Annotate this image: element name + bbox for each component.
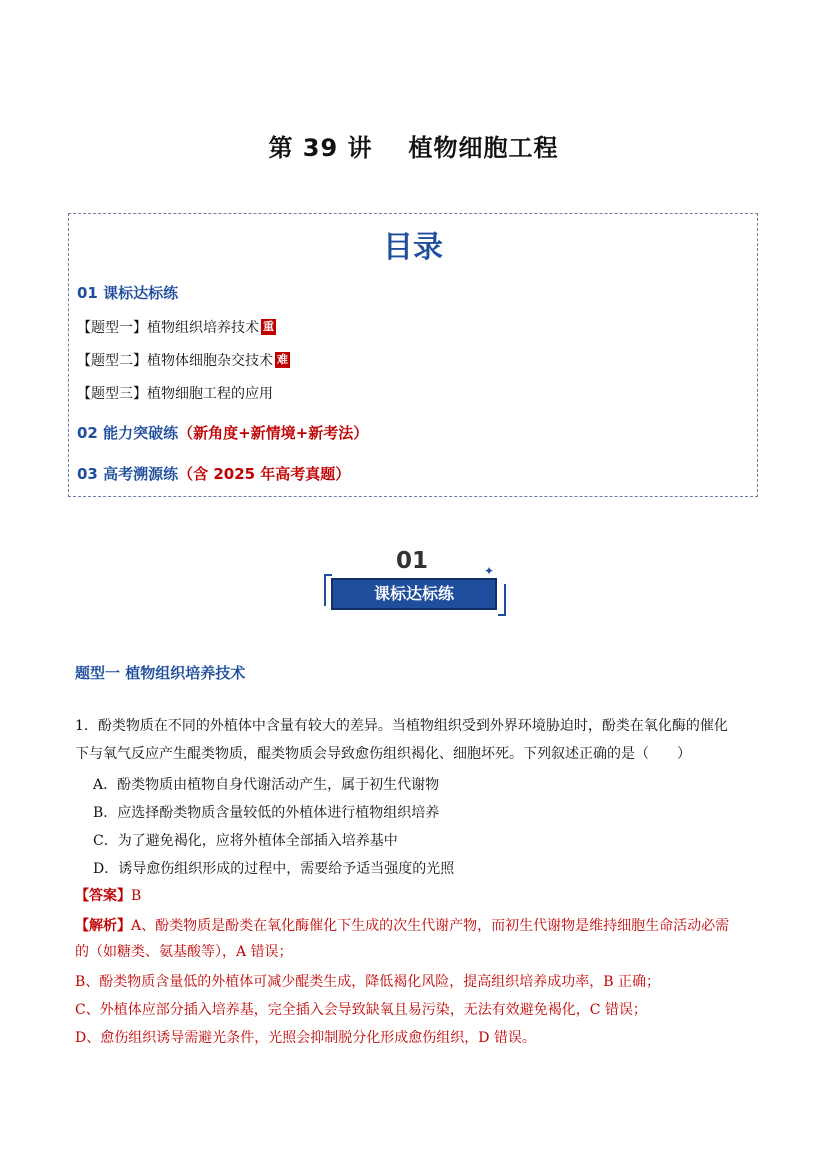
question-stem-line2: 下与氧气反应产生醌类物质，醌类物质会导致愈伤组织褐化、细胞坏死。下列叙述正确的是（ ） [75, 746, 691, 762]
section-banner [324, 548, 506, 618]
section-title: 题型一 植物组织培养技术 [75, 664, 246, 682]
option-d: D．诱导愈伤组织形成的过程中，需要给予适当强度的光照 [93, 861, 455, 877]
toc-section-3[interactable] [77, 463, 350, 484]
analysis-line1 [75, 912, 765, 940]
table-of-contents [68, 213, 758, 497]
answer-value: B [131, 888, 142, 904]
question-stem-line1: 1．酚类物质在不同的外植体中含量有较大的差异。当植物组织受到外界环境胁迫时，酚类在氧化酶的催化 [75, 718, 728, 734]
banner-number: 01 [395, 548, 428, 574]
toc-item-label: 【题型三】植物细胞工程的应用 [77, 386, 273, 402]
toc-item-type1[interactable] [77, 317, 276, 337]
toc-item-label: 【题型二】植物体细胞杂交技术 [77, 353, 273, 369]
answer-tag: 【答案】 [75, 888, 131, 904]
analysis-line4: C、外植体应部分插入培养基，完全插入会导致缺氧且易污染，无法有效避免褐化，C 错误； [75, 1002, 647, 1018]
lecture-number: 第 39 讲 [268, 134, 373, 162]
document-title [0, 128, 827, 163]
answer-line [75, 882, 765, 910]
difficulty-badge-important: 重 [263, 320, 274, 333]
option-b: B．应选择酚类物质含量较低的外植体进行植物组织培养 [93, 805, 440, 821]
analysis-text: A、酚类物质是酚类在氧化酶催化下生成的次生代谢产物，而初生代谢物是维持细胞生命活动必需 [131, 918, 730, 934]
toc-section-1[interactable]: 01 课标达标练 [77, 284, 179, 302]
toc-item-type2[interactable] [77, 350, 290, 370]
toc-item-type3[interactable] [77, 383, 273, 403]
banner-label: 课标达标练 [331, 578, 497, 610]
option-a: A．酚类物质由植物自身代谢活动产生，属于初生代谢物 [93, 777, 440, 793]
analysis-line5: D、愈伤组织诱导需避光条件，光照会抑制脱分化形成愈伤组织，D 错误。 [75, 1030, 536, 1046]
toc-section-2-title: 02 能力突破练 [77, 424, 179, 442]
analysis-tag: 【解析】 [75, 918, 131, 934]
option-c: C．为了避免褐化，应将外植体全部插入培养基中 [93, 833, 398, 849]
toc-item-label: 【题型一】植物组织培养技术 [77, 320, 259, 336]
sparkle-icon: ✦ [484, 564, 495, 578]
toc-section-3-note: （含 2025 年高考真题） [178, 465, 351, 483]
lecture-topic: 植物细胞工程 [408, 134, 559, 162]
analysis-line3: B、酚类物质含量低的外植体可减少醌类生成，降低褐化风险，提高组织培养成功率，B 正确； [75, 974, 661, 990]
toc-section-2[interactable] [77, 422, 368, 443]
toc-heading: 目录 [383, 230, 443, 265]
banner-bracket-right [498, 584, 506, 616]
toc-section-2-note: （新角度+新情境+新考法） [178, 424, 369, 442]
analysis-line2: 的（如糖类、氨基酸等），A 错误； [75, 944, 293, 960]
difficulty-badge-hard: 难 [277, 353, 288, 366]
toc-section-3-title: 03 高考溯源练 [77, 465, 179, 483]
